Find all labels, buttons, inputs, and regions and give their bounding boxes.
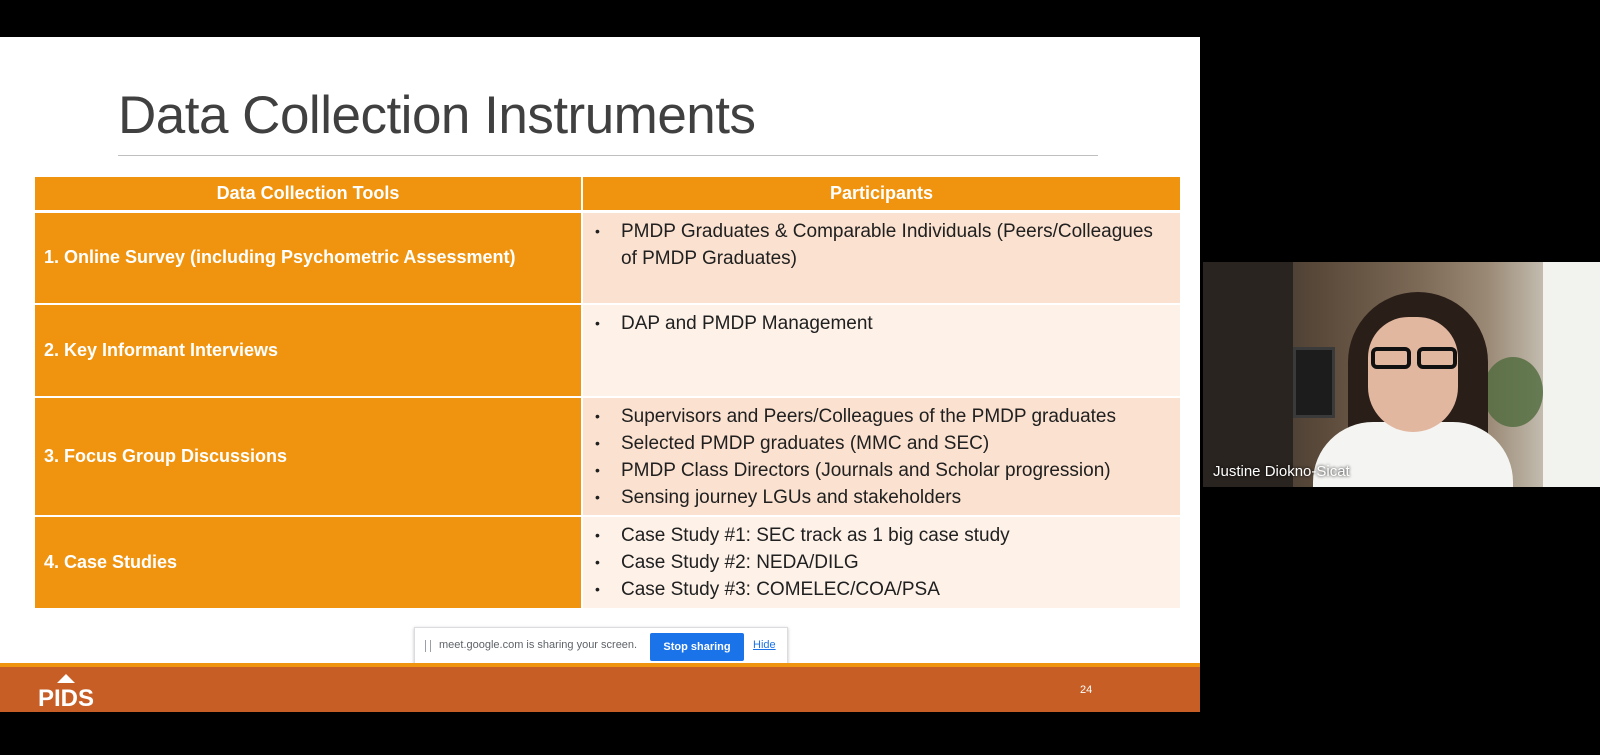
data-collection-table xyxy=(35,177,1180,610)
tool-name: 1. Online Survey (including Psychometric Assessment) xyxy=(35,212,582,304)
header-tools: Data Collection Tools xyxy=(35,177,582,212)
list-item xyxy=(591,484,1170,511)
table-row xyxy=(35,516,1180,609)
bullet-icon: • xyxy=(595,580,600,597)
title-divider xyxy=(118,155,1098,156)
bullet-icon: • xyxy=(595,314,600,331)
participants-list xyxy=(591,310,1170,337)
bullet-icon: • xyxy=(595,526,600,543)
list-item xyxy=(591,218,1170,272)
participant-name: Justine Diokno-Sicat xyxy=(1213,463,1350,480)
logo-text: PIDS xyxy=(37,685,95,709)
participant-text: DAP and PMDP Management xyxy=(621,312,873,334)
bullet-icon: • xyxy=(595,461,600,478)
participants-cell xyxy=(582,397,1180,516)
bullet-icon: • xyxy=(595,434,600,451)
participant-text: Case Study #3: COMELEC/COA/PSA xyxy=(621,578,940,600)
presentation-slide xyxy=(0,37,1200,712)
list-item xyxy=(591,310,1170,337)
tool-name: 4. Case Studies xyxy=(35,516,582,609)
bullet-icon: • xyxy=(595,488,600,505)
bullet-icon: • xyxy=(595,407,600,424)
participant-face xyxy=(1368,317,1458,432)
background-picture-frame xyxy=(1293,347,1335,418)
participant-text: Case Study #2: NEDA/DILG xyxy=(621,551,859,573)
list-item xyxy=(591,549,1170,576)
slide-footer xyxy=(0,663,1200,712)
participant-text: PMDP Class Directors (Journals and Scholar progression) xyxy=(621,459,1111,481)
slide-title: Data Collection Instruments xyxy=(118,86,756,145)
pids-logo xyxy=(30,673,102,709)
participants-cell xyxy=(582,516,1180,609)
background-window xyxy=(1543,262,1600,487)
participant-text: Supervisors and Peers/Colleagues of the PMDP graduates xyxy=(621,405,1116,427)
participants-list xyxy=(591,218,1170,272)
list-item xyxy=(591,522,1170,549)
list-item xyxy=(591,403,1170,430)
list-item xyxy=(591,576,1170,603)
background-shelf xyxy=(1203,262,1293,487)
stop-sharing-button[interactable]: Stop sharing xyxy=(650,633,744,661)
tool-name: 3. Focus Group Discussions xyxy=(35,397,582,516)
share-message: meet.google.com is sharing your screen. xyxy=(439,639,638,651)
participants-list xyxy=(591,403,1170,511)
table-header-row xyxy=(35,177,1180,212)
page-number: 24 xyxy=(1080,684,1093,696)
header-participants: Participants xyxy=(582,177,1180,212)
table-row xyxy=(35,397,1180,516)
participant-text: Selected PMDP graduates (MMC and SEC) xyxy=(621,432,990,454)
participant-video-tile[interactable] xyxy=(1203,262,1600,487)
participants-list xyxy=(591,522,1170,603)
table-row xyxy=(35,212,1180,304)
bullet-icon: • xyxy=(595,553,600,570)
background-plant xyxy=(1483,357,1543,427)
participant-text: Case Study #1: SEC track as 1 big case study xyxy=(621,524,1010,546)
table-row xyxy=(35,304,1180,397)
list-item xyxy=(591,430,1170,457)
tool-name: 2. Key Informant Interviews xyxy=(35,304,582,397)
participants-cell xyxy=(582,304,1180,397)
participant-glasses xyxy=(1363,347,1463,369)
screen-share-bar xyxy=(414,627,788,667)
list-item xyxy=(591,457,1170,484)
hide-link[interactable]: Hide xyxy=(753,639,776,651)
participant-text: Sensing journey LGUs and stakeholders xyxy=(621,486,962,508)
participant-text: PMDP Graduates & Comparable Individuals (Peers/Colleagues of PMDP Graduates) xyxy=(621,221,1153,269)
participants-cell xyxy=(582,212,1180,304)
drag-handle-icon[interactable] xyxy=(425,640,431,652)
bullet-icon: • xyxy=(595,223,600,239)
